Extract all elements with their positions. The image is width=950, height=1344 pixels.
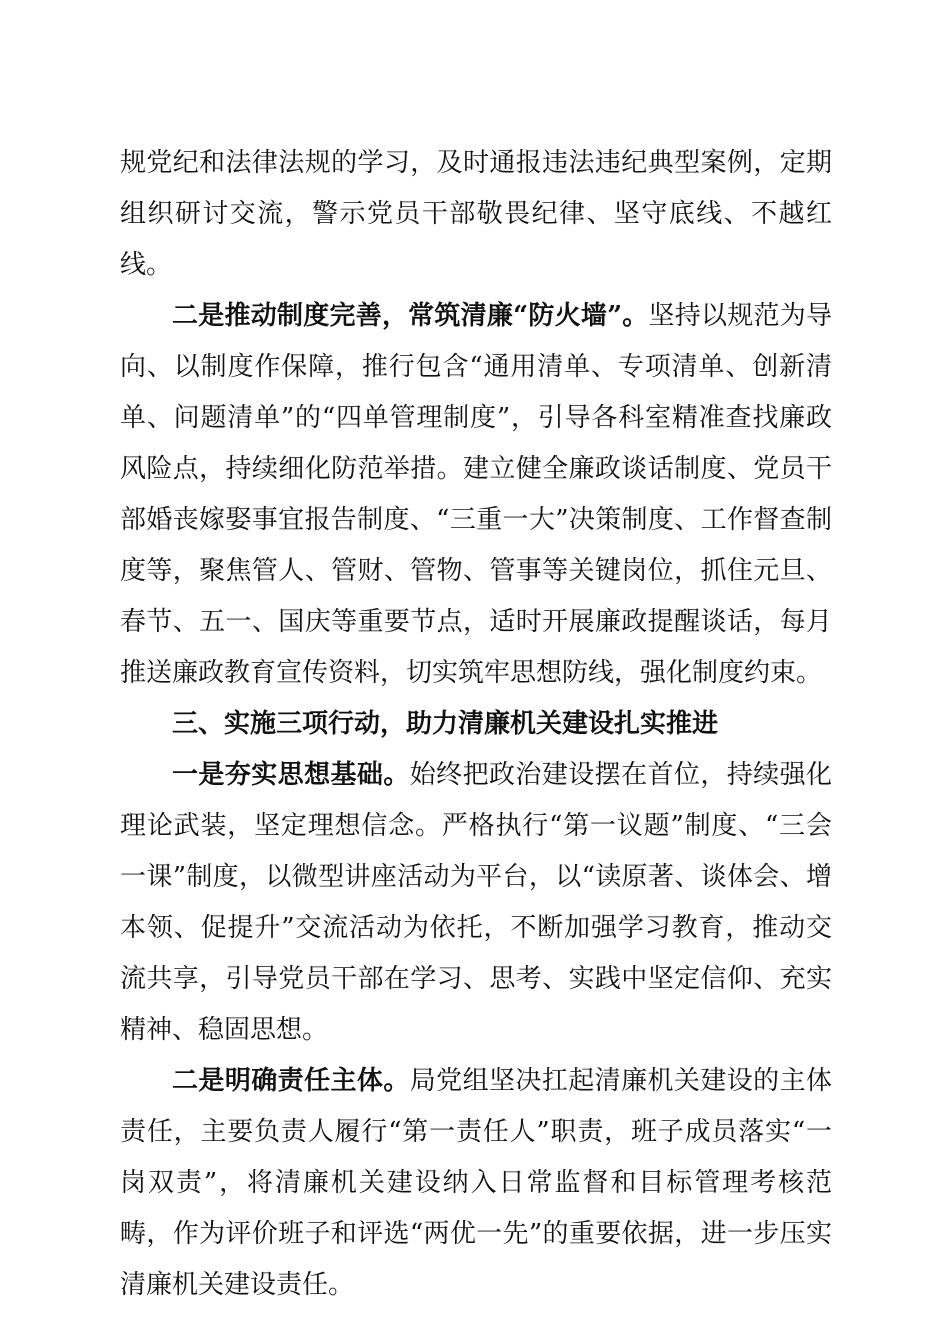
paragraph-responsibility-subject bbox=[120, 1056, 832, 1311]
paragraph-continuation bbox=[120, 138, 832, 291]
paragraph-ideological-foundation bbox=[120, 750, 832, 1056]
paragraph-text: 始终把政治建设摆在首位，持续强化理论武装，坚定理想信念。严格执行“第一议题”制度、“三会一课”制度，以微型讲座活动为平台，以“读原著、谈体会、增本领、促提升”交流活动为依托，不断加强学习教育，推动交流共享，引导党员干部在学习、思考、实践中坚定信仰、充实精神、稳固思想。 bbox=[120, 760, 832, 1045]
paragraph-text: 局党组坚决扛起清廉机关建设的主体责任，主要负责人履行“第一责任人”职责，班子成员落实“一岗双责”，将清廉机关建设纳入日常监督和目标管理考核范畴，作为评价班子和评选“两优一先”的重要依据，进一步压实清廉机关建设责任。 bbox=[120, 1066, 832, 1300]
section-heading: 三、实施三项行动，助力清廉机关建设扎实推进 bbox=[172, 709, 719, 739]
paragraph-text: 坚持以规范为导向、以制度作保障，推行包含“通用清单、专项清单、创新清单、问题清单”的“四单管理制度”，引导各科室精准查找廉政风险点，持续细化防范举措。建立健全廉政谈话制度、党员干部婚丧嫁娶事宜报告制度、“三重一大”决策制度、工作督查制度等，聚焦管人、管财、管物、管事等关键岗位，抓住元旦、春节、五一、国庆等重要节点，适时开展廉政提醒谈话，每月推送廉政教育宣传资料，切实筑牢思想防线，强化制度约束。 bbox=[120, 301, 832, 688]
paragraph-lead: 二是明确责任主体。 bbox=[172, 1066, 410, 1096]
paragraph-lead: 二是推动制度完善，常筑清廉“防火墙”。 bbox=[172, 301, 649, 331]
paragraph-text: 规党纪和法律法规的学习，及时通报违法违纪典型案例，定期组织研讨交流，警示党员干部敬畏纪律、坚守底线、不越红线。 bbox=[120, 148, 832, 280]
paragraph-system-improvement bbox=[120, 291, 832, 699]
document-body bbox=[120, 138, 832, 1311]
paragraph-lead: 一是夯实思想基础。 bbox=[172, 760, 410, 790]
